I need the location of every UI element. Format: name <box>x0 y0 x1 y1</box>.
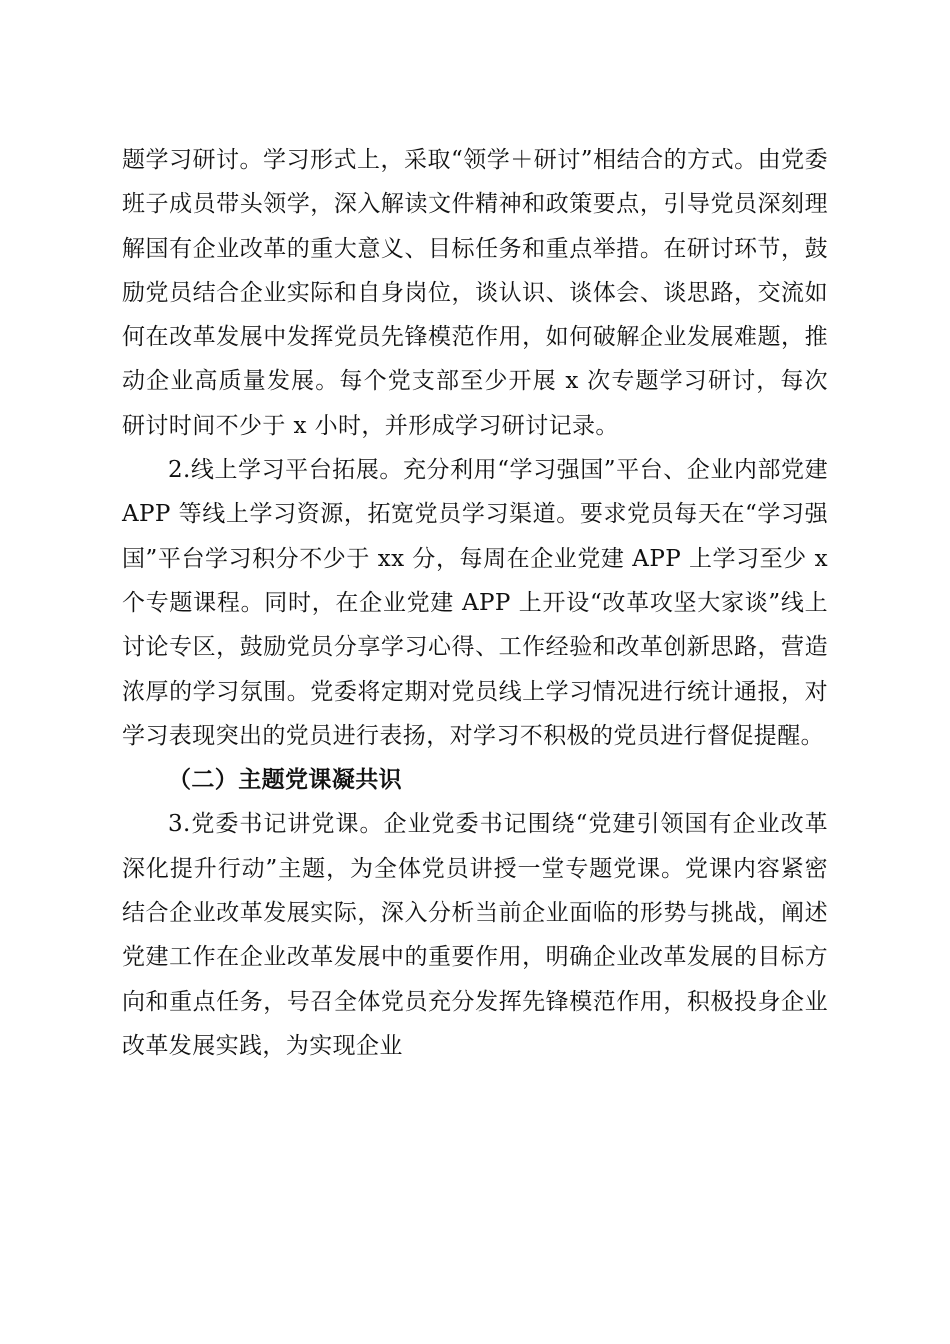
paragraph-item-2: 2.线上学习平台拓展。充分利用“学习强国”平台、企业内部党建 APP 等线上学习资源，拓宽党员学习渠道。要求党员每天在“学习强国”平台学习积分不少于 xx 分，每周在企业党建 APP 上学习至少 x 个专题课程。同时，在企业党建 APP 上开设“改革攻坚大家谈”线上讨论专区，鼓励党员分享学习心得、工作经验和改革创新思路，营造浓厚的学习氛围。党委将定期对党员线上学习情况进行统计通报，对学习表现突出的党员进行表扬，对学习不积极的党员进行督促提醒。 <box>122 457 828 749</box>
paragraph-continued: 题学习研讨。学习形式上，采取“领学＋研讨”相结合的方式。由党委班子成员带头领学，深入解读文件精神和政策要点，引导党员深刻理解国有企业改革的重大意义、目标任务和重点举措。在研讨环节，鼓励党员结合企业实际和自身岗位，谈认识、谈体会、谈思路，交流如何在改革发展中发挥党员先锋模范作用，如何破解企业发展难题，推动企业高质量发展。每个党支部至少开展 x 次专题学习研讨，每次研讨时间不少于 x 小时，并形成学习研讨记录。 <box>122 147 828 439</box>
section-heading: （二）主题党课凝共识 <box>168 766 402 794</box>
document-body <box>122 138 828 1068</box>
paragraph-item-3: 3.党委书记讲党课。企业党委书记围绕“党建引领国有企业改革深化提升行动”主题，为全体党员讲授一堂专题党课。党课内容紧密结合企业改革发展实际，深入分析当前企业面临的形势与挑战，阐述党建工作在企业改革发展中的重要作用，明确企业改革发展的目标方向和重点任务，号召全体党员充分发挥先锋模范作用，积极投身企业改革发展实践，为实现企业 <box>122 811 828 1059</box>
